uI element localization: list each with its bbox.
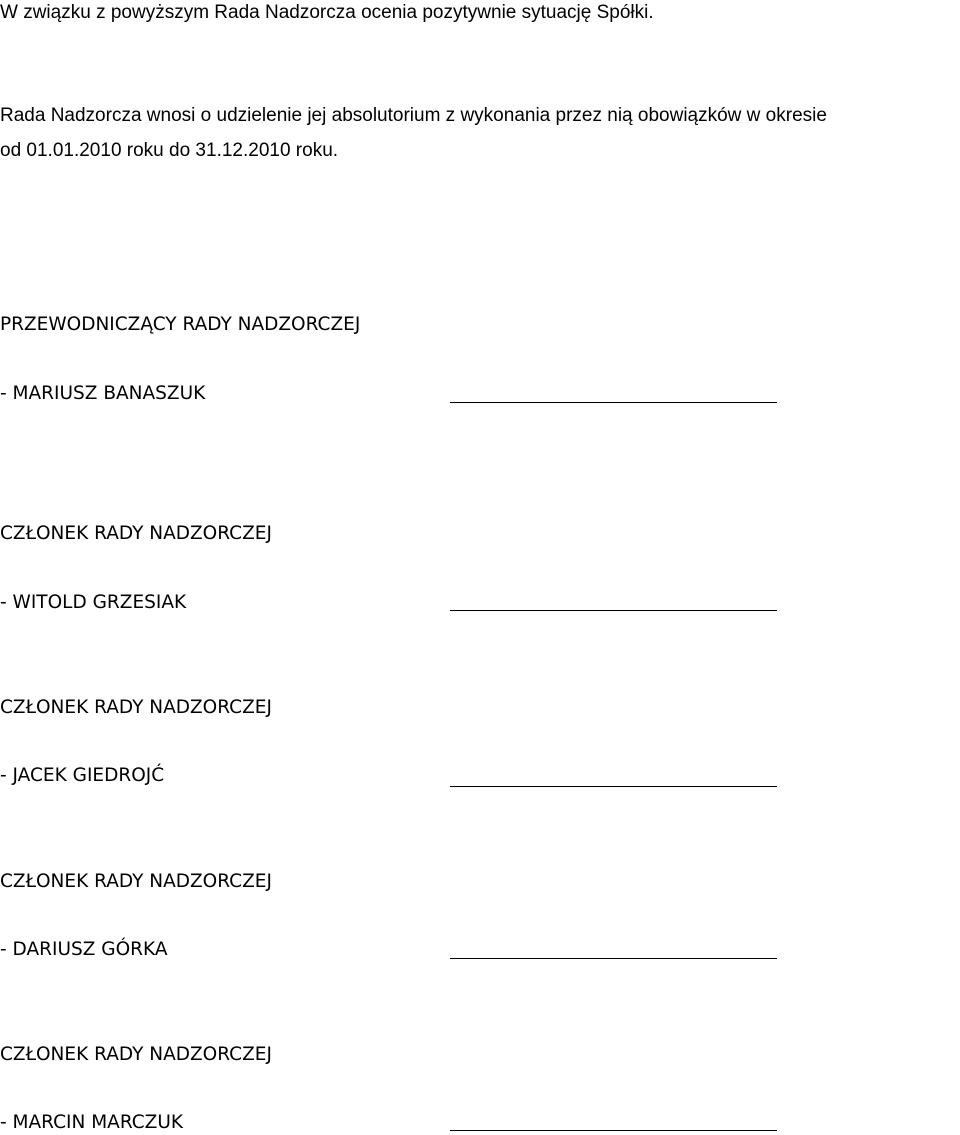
signatory-role: PRZEWODNICZĄCY RADY NADZORCZEJ (0, 314, 361, 335)
signature-line (450, 958, 777, 959)
signatory-name: - MARCIN MARCZUK (0, 1112, 184, 1133)
signatory-name: - DARIUSZ GÓRKA (0, 939, 168, 960)
motion-paragraph-line-2: od 01.01.2010 roku do 31.12.2010 roku. (0, 140, 339, 161)
signature-line (450, 786, 777, 787)
signature-line (450, 402, 777, 403)
signatory-role: CZŁONEK RADY NADZORCZEJ (0, 523, 272, 544)
signatory-role: CZŁONEK RADY NADZORCZEJ (0, 1044, 272, 1065)
motion-paragraph-line-1: Rada Nadzorcza wnosi o udzielenie jej absolutorium z wykonania przez nią obowiązków w okresie (0, 105, 827, 126)
evaluation-paragraph: W związku z powyższym Rada Nadzorcza ocenia pozytywnie sytuację Spółki. (0, 2, 654, 23)
signatory-name: - JACEK GIEDROJĆ (0, 765, 165, 786)
signatory-role: CZŁONEK RADY NADZORCZEJ (0, 697, 272, 718)
signature-line (450, 610, 777, 611)
signatory-role: CZŁONEK RADY NADZORCZEJ (0, 871, 272, 892)
signatory-name: - WITOLD GRZESIAK (0, 592, 187, 613)
signatory-name: - MARIUSZ BANASZUK (0, 383, 206, 404)
signature-line (450, 1130, 777, 1131)
